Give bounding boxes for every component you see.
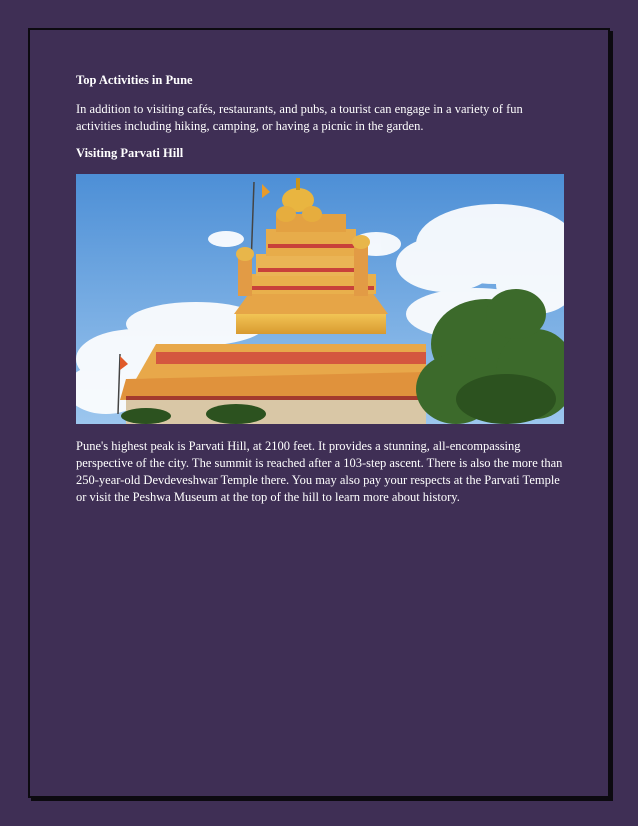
heading-parvati-hill: Visiting Parvati Hill [76, 146, 184, 160]
parvati-temple-photo [76, 174, 564, 424]
heading-top-activities: Top Activities in Pune [76, 73, 193, 87]
document-content [76, 72, 566, 516]
paragraph-activities: In addition to visiting cafés, restaurants, and pubs, a tourist can engage in a variety of fun activities including hiking, camping, or having a picnic in the garden. [76, 102, 523, 133]
paragraph-parvati-hill: Pune's highest peak is Parvati Hill, at 2100 feet. It provides a stunning, all-encompassing perspective of the city. The summit is reached after a 103-step ascent. There is also the more than 250-year-old Devdeveshwar Temple there. You may also pay your respects at the Parvati Temple or visit the Peshwa Museum at the top of the hill to learn more about history. [76, 439, 563, 504]
